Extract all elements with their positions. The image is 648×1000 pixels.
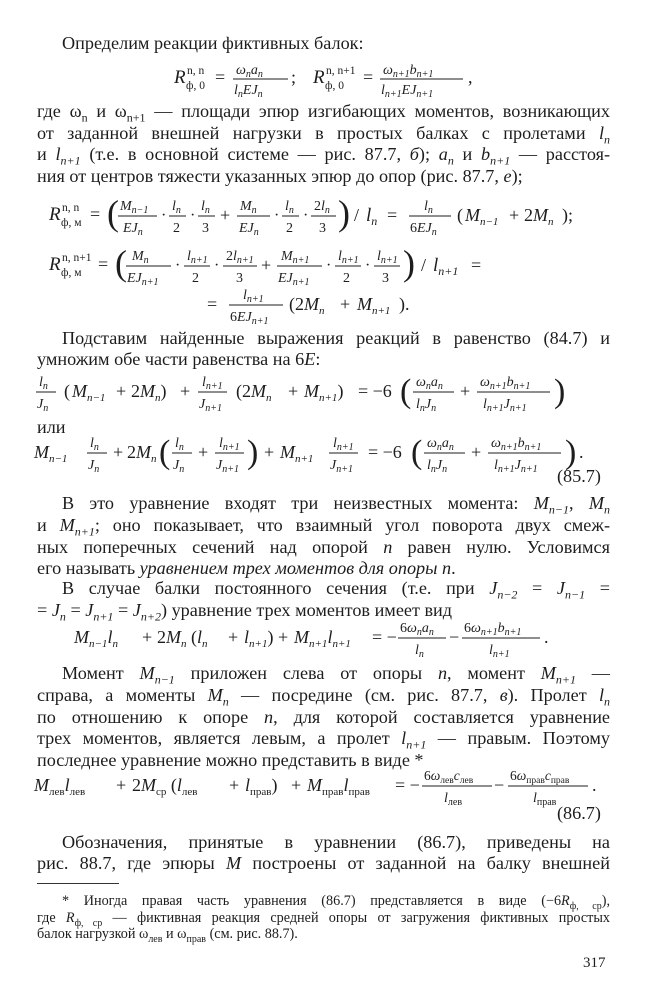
svg-text:−: − bbox=[449, 627, 460, 647]
svg-text:+: + bbox=[471, 442, 482, 462]
svg-text:EJn: $EJ_n$ bbox=[239, 221, 259, 238]
svg-text:2ln+1: $2l_{n+1}$ bbox=[226, 249, 254, 266]
svg-text:ωnan: $\omega_na_n$ bbox=[236, 63, 263, 80]
svg-text:ln+1: $l_{n+1}$ bbox=[338, 249, 359, 266]
paragraph-where-line-4: ния от центров тяжести указанных эпюр до опор (рис. 87.7, е); bbox=[37, 166, 523, 186]
paragraph-three-unknowns-line-4: его называть уравнением трех моментов для опоры n. bbox=[37, 558, 456, 578]
svg-text:ln+1: $l_{n+1}$ bbox=[187, 249, 208, 266]
svg-text:Mn−1: $M_{n-1}$ bbox=[72, 381, 106, 404]
svg-text:(: ( bbox=[159, 434, 171, 471]
svg-text:−: − bbox=[494, 775, 505, 795]
footnote-line-2: где $R_{ф, ср}$ — фиктивная реакция средней опоры от загружения фиктивных простых bbox=[37, 910, 610, 929]
svg-text:ф, 0: ф, 0 bbox=[325, 80, 344, 92]
svg-text:n, n: n, n bbox=[187, 65, 205, 77]
footnote-line-1: * Иногда правая часть уравнения (86.7) представляется в виде $(-6R_{ф, ср})$, bbox=[62, 893, 611, 912]
svg-text:=: = bbox=[363, 67, 374, 87]
svg-text:+: + bbox=[509, 205, 520, 225]
paragraph-moments-line-1: Момент $M_{n-1}$ приложен слева от опоры n, момент $M_{n+1}$ — bbox=[62, 663, 610, 687]
svg-text:Mn+1: $M_{n+1}$ bbox=[357, 294, 391, 317]
svg-text:ln+1: $l_{n+1}$ bbox=[489, 643, 510, 660]
svg-text:R: R bbox=[49, 254, 61, 275]
svg-text:+: + bbox=[261, 255, 272, 275]
svg-text:Jn+1: $J_{n+1}$ bbox=[330, 458, 353, 475]
svg-text:+: + bbox=[288, 381, 299, 401]
footnote-line-3: балок нагрузкой $\omega_{лев}$ и $\omega_{прав}$ (см. рис. 88.7). bbox=[37, 926, 298, 945]
equation-number-86-7: (86.7) bbox=[557, 803, 601, 823]
paragraph-where-line-2: от заданной внешней нагрузки в простых балках с пролетами $l_n$ bbox=[37, 123, 610, 147]
svg-text:6EJn: $6EJ_n$ bbox=[410, 221, 437, 238]
svg-text:Mn+1: $M_{n+1}$ bbox=[281, 249, 310, 266]
svg-text:R: R bbox=[174, 67, 186, 88]
svg-text:6EJn+1: $6EJ_{n+1}$ bbox=[230, 310, 269, 327]
svg-text:lправ): $l_{прав}$) bbox=[245, 775, 278, 798]
svg-text:EJn+1: $EJ_{n+1}$ bbox=[278, 271, 310, 288]
svg-text:=: = bbox=[207, 294, 218, 314]
svg-text:Jn: $J_n$ bbox=[37, 397, 49, 414]
svg-text:+: + bbox=[264, 442, 275, 462]
paragraph-three-unknowns-line-1: В это уравнение входят три неизвестных момента: $M_{n-1}$, $M_n$ bbox=[62, 493, 611, 517]
svg-text:=: = bbox=[90, 204, 101, 224]
svg-text:/: / bbox=[354, 205, 360, 225]
svg-text:·: · bbox=[303, 207, 309, 224]
svg-text:ln+1: $l_{n+1}$ bbox=[219, 436, 240, 453]
svg-text:Mn−1: $M_{n-1}$ bbox=[34, 442, 68, 465]
svg-text:= −6: = −6 bbox=[358, 381, 392, 401]
svg-text:ф, м: ф, м bbox=[61, 267, 82, 279]
svg-text:·: · bbox=[214, 257, 220, 274]
svg-text:Mn: $M_n$ bbox=[240, 199, 257, 216]
equation-fictive-reactions-omega bbox=[160, 58, 480, 103]
svg-text:Jn: $J_n$ bbox=[173, 458, 185, 475]
svg-text:ln+1: $l_{n+1}$ bbox=[377, 249, 398, 266]
svg-text:/: / bbox=[421, 255, 427, 275]
svg-text:+: + bbox=[228, 627, 239, 647]
paragraph-three-unknowns-line-2: и $M_{n+1}$; оно показывает, что взаимный угол поворота двух смеж- bbox=[37, 515, 611, 539]
svg-text:ln: $l_n$ bbox=[172, 199, 181, 216]
svg-text:6ωn+1bn+1: $6\omega_{n+1}b_{n+1}$ bbox=[464, 621, 522, 638]
word-or: или bbox=[37, 417, 66, 437]
paragraph-moments-line-3: по отношению к опоре n, для которой составляется уравнение bbox=[37, 707, 610, 727]
svg-text:+: + bbox=[460, 381, 471, 401]
svg-text:(2Mn: ($2M_n$ bbox=[289, 294, 325, 317]
svg-text:+: + bbox=[340, 294, 351, 314]
paragraph-where-line-3: и $l_{n+1}$ (т.е. в основной системе — рис. 87.7, б); $a_n$ и $b_{n+1}$ — расстоя- bbox=[37, 144, 610, 168]
svg-text:=: = bbox=[215, 67, 226, 87]
svg-text:6ωлевcлев: $6\omega_{лев}c_{лев}$ bbox=[424, 768, 474, 786]
paragraph-notation-line-2: рис. 88.7, где эпюры M построены от заданной на балку внешней bbox=[37, 853, 610, 873]
svg-text:ln+1: $l_{n+1}$ bbox=[433, 255, 459, 278]
svg-text:3: 3 bbox=[236, 271, 243, 286]
paragraph-three-unknowns-line-3: ных поперечных сечений над опорой n равен нулю. Условимся bbox=[37, 537, 610, 557]
paragraph-notation-line-1: Обозначения, принятые в уравнении (86.7), приведены на bbox=[62, 832, 610, 852]
svg-text:n, n+1: n, n+1 bbox=[62, 252, 92, 264]
paragraph-moments-line-2: справа, а моменты $M_n$ — посредине (см. рис. 87.7, в). Пролет $l_n$ bbox=[37, 685, 610, 709]
svg-text:EJn+1: $EJ_{n+1}$ bbox=[127, 271, 159, 288]
svg-text:R: R bbox=[313, 67, 325, 88]
svg-text:2: 2 bbox=[286, 221, 293, 236]
svg-text:·: · bbox=[175, 257, 181, 274]
svg-text:+: + bbox=[113, 442, 124, 462]
paragraph-constant-section-line-2: = $J_n = J_{n+1} = J_{n+2}$) уравнение трех моментов имеет вид bbox=[37, 600, 453, 624]
svg-text:ln+1Jn+1: $l_{n+1}J_{n+1}$ bbox=[483, 397, 527, 414]
svg-text:·: · bbox=[326, 257, 332, 274]
svg-text:+: + bbox=[142, 627, 153, 647]
svg-text:+: + bbox=[198, 442, 209, 462]
svg-text:+: + bbox=[116, 381, 127, 401]
svg-text:(: ( bbox=[64, 381, 70, 401]
svg-text:2: 2 bbox=[173, 221, 180, 236]
paragraph-substitute-line-2: умножим обе части равенства на 6E: bbox=[37, 349, 321, 369]
svg-text:ln: $l_n$ bbox=[285, 199, 294, 216]
svg-text:Mлевlлев: $M_{лев}l_{лев}$ bbox=[34, 775, 86, 798]
svg-text:R: R bbox=[49, 204, 61, 225]
svg-text:.: . bbox=[579, 442, 584, 462]
svg-text:n, n: n, n bbox=[62, 202, 80, 214]
svg-text:(: ( bbox=[400, 373, 412, 410]
svg-text:Mn+1: $M_{n+1}$ bbox=[280, 442, 314, 465]
svg-text:= −: = − bbox=[372, 627, 397, 647]
svg-text:(: ( bbox=[457, 205, 463, 225]
svg-text:lnJn: $l_nJ_n$ bbox=[427, 458, 448, 475]
svg-text:ln: $l_n$ bbox=[39, 375, 48, 392]
svg-text:Mn−1: $M_{n-1}$ bbox=[465, 205, 499, 228]
svg-text:lnJn: $l_nJ_n$ bbox=[416, 397, 437, 414]
svg-text:2Mn (ln: $2M_n$ ($l_n$ bbox=[157, 627, 208, 650]
svg-text:(: ( bbox=[107, 193, 119, 233]
svg-text:lлев: $l_{лев}$ bbox=[444, 791, 463, 808]
svg-text:6ωправcправ: $6\omega_{прав}c_{прав}$ bbox=[510, 768, 570, 786]
svg-text:+: + bbox=[229, 775, 240, 795]
svg-text:ωn+1bn+1: $\omega_{n+1}b_{n+1}$ bbox=[491, 436, 542, 453]
svg-text:ln+1EJn+1: $l_{n+1}EJ_{n+1}$ bbox=[381, 83, 434, 98]
svg-text:(2Mn: ($2M_n$ bbox=[236, 381, 272, 404]
paragraph-where-line-1: где $\omega_n$ и $\omega_{n+1}$ — площади эпюр изгибающих моментов, возникающих bbox=[37, 101, 610, 125]
svg-text:=: = bbox=[387, 205, 398, 225]
svg-text:Jn+1: $J_{n+1}$ bbox=[199, 397, 222, 414]
svg-text:ωnan: $\omega_na_n$ bbox=[416, 375, 443, 392]
svg-text:=: = bbox=[98, 254, 109, 274]
svg-text:Mn: $M_n$ bbox=[132, 249, 149, 266]
svg-text:ln: $l_n$ bbox=[175, 436, 184, 453]
svg-text:);: ); bbox=[562, 205, 573, 225]
svg-text:): ) bbox=[565, 434, 577, 471]
svg-text:Jn+1: $J_{n+1}$ bbox=[216, 458, 239, 475]
paragraph-intro: Определим реакции фиктивных балок: bbox=[62, 33, 364, 53]
svg-text:2Mn: $2M_n$ bbox=[524, 205, 554, 228]
svg-text:Mn+1ln+1: $M_{n+1}l_{n+1}$ bbox=[294, 627, 351, 650]
svg-text:+: + bbox=[278, 627, 289, 647]
svg-text:+: + bbox=[116, 775, 127, 795]
equation-number-85-7: (85.7) bbox=[557, 466, 601, 486]
svg-text:ф, м: ф, м bbox=[61, 217, 82, 229]
page-number: 317 bbox=[583, 955, 606, 971]
svg-text:6ωnan: $6\omega_na_n$ bbox=[400, 621, 434, 638]
svg-text:Jn: $J_n$ bbox=[88, 458, 100, 475]
equation-fictive-reaction-moment-n bbox=[37, 190, 617, 245]
svg-text:·: · bbox=[274, 207, 280, 224]
svg-text:): ) bbox=[403, 243, 415, 283]
equation-85-7 bbox=[30, 430, 625, 483]
svg-text:2Mср (lлев: $2M_{ср}$ ($l_{лев}$ bbox=[132, 775, 198, 798]
svg-text:+: + bbox=[180, 381, 191, 401]
svg-text:+: + bbox=[291, 775, 302, 795]
svg-text:·: · bbox=[365, 257, 371, 274]
svg-text:·: · bbox=[161, 207, 167, 224]
svg-text:+: + bbox=[220, 205, 231, 225]
svg-text:): ) bbox=[338, 193, 350, 233]
svg-text:= −: = − bbox=[395, 775, 420, 795]
svg-text:.: . bbox=[544, 627, 549, 647]
svg-text:;: ; bbox=[291, 67, 297, 87]
svg-text:= −6: = −6 bbox=[368, 442, 402, 462]
paragraph-moments-line-4: трех моментов, является левым, а пролет $l_{n+1}$ — правым. Поэтому bbox=[37, 728, 610, 752]
equation-86-7 bbox=[30, 761, 615, 816]
svg-text:ln: $l_n$ bbox=[90, 436, 99, 453]
svg-text:ln: $l_n$ bbox=[201, 199, 210, 216]
svg-text:lправ: $l_{прав}$ bbox=[533, 791, 557, 808]
svg-text:): ) bbox=[247, 434, 259, 471]
svg-text:ln: $l_n$ bbox=[415, 643, 424, 660]
svg-text:ф, 0: ф, 0 bbox=[186, 80, 205, 92]
svg-text:Mправlправ: $M_{прав}l_{прав}$ bbox=[307, 775, 370, 798]
svg-text:·: · bbox=[190, 207, 196, 224]
svg-text:ln+1): $l_{n+1}$) bbox=[244, 627, 274, 650]
svg-text:lnEJn: $l_nEJ_n$ bbox=[234, 83, 263, 98]
svg-text:ωn+1bn+1: $\omega_{n+1}b_{n+1}$ bbox=[480, 375, 531, 392]
svg-text:ln: $l_n$ bbox=[366, 205, 378, 228]
svg-text:3: 3 bbox=[202, 221, 209, 236]
paragraph-moments-line-5: последнее уравнение можно представить в виде * bbox=[37, 750, 424, 770]
svg-text:EJn: $EJ_n$ bbox=[123, 221, 143, 238]
svg-text:2Mn): $2M_n$) bbox=[131, 381, 167, 404]
svg-text:2ln: $2l_n$ bbox=[314, 199, 330, 216]
footnote-separator bbox=[37, 883, 119, 884]
svg-text:,: , bbox=[468, 67, 473, 87]
svg-text:ln: $l_n$ bbox=[424, 199, 433, 216]
svg-text:): ) bbox=[554, 373, 566, 410]
svg-text:ωn+1bn+1: $\omega_{n+1}b_{n+1}$ bbox=[383, 63, 434, 80]
paragraph-constant-section-line-1: В случае балки постоянного сечения (т.е. при $J_{n-2} = J_{n-1}$ = bbox=[62, 578, 610, 602]
svg-text:(: ( bbox=[411, 434, 423, 471]
svg-text:3: 3 bbox=[319, 221, 326, 236]
svg-text:Mn−1: $M_{n-1}$ bbox=[120, 199, 149, 216]
svg-text:3: 3 bbox=[382, 271, 389, 286]
svg-text:2Mn: $2M_n$ bbox=[127, 442, 157, 465]
svg-text:ln+1: $l_{n+1}$ bbox=[243, 288, 264, 305]
svg-text:(: ( bbox=[115, 243, 127, 283]
equation-substituted bbox=[30, 369, 620, 422]
svg-text:Mn−1ln: $M_{n-1}l_n$ bbox=[74, 627, 118, 650]
svg-text:Mn+1): $M_{n+1}$) bbox=[304, 381, 344, 404]
equation-constant-section bbox=[72, 615, 592, 668]
svg-text:ln+1: $l_{n+1}$ bbox=[333, 436, 354, 453]
svg-text:ωnan: $\omega_na_n$ bbox=[427, 436, 454, 453]
svg-text:).: ). bbox=[399, 294, 410, 314]
svg-text:2: 2 bbox=[192, 271, 199, 286]
svg-text:ln+1: $l_{n+1}$ bbox=[202, 375, 223, 392]
svg-text:n, n+1: n, n+1 bbox=[326, 65, 356, 77]
svg-text:=: = bbox=[471, 255, 482, 275]
svg-text:ln+1Jn+1: $l_{n+1}J_{n+1}$ bbox=[494, 458, 538, 475]
paragraph-substitute-line-1: Подставим найденные выражения реакций в равенство (84.7) и bbox=[62, 328, 610, 348]
svg-text:2: 2 bbox=[343, 271, 350, 286]
svg-text:.: . bbox=[592, 775, 597, 795]
